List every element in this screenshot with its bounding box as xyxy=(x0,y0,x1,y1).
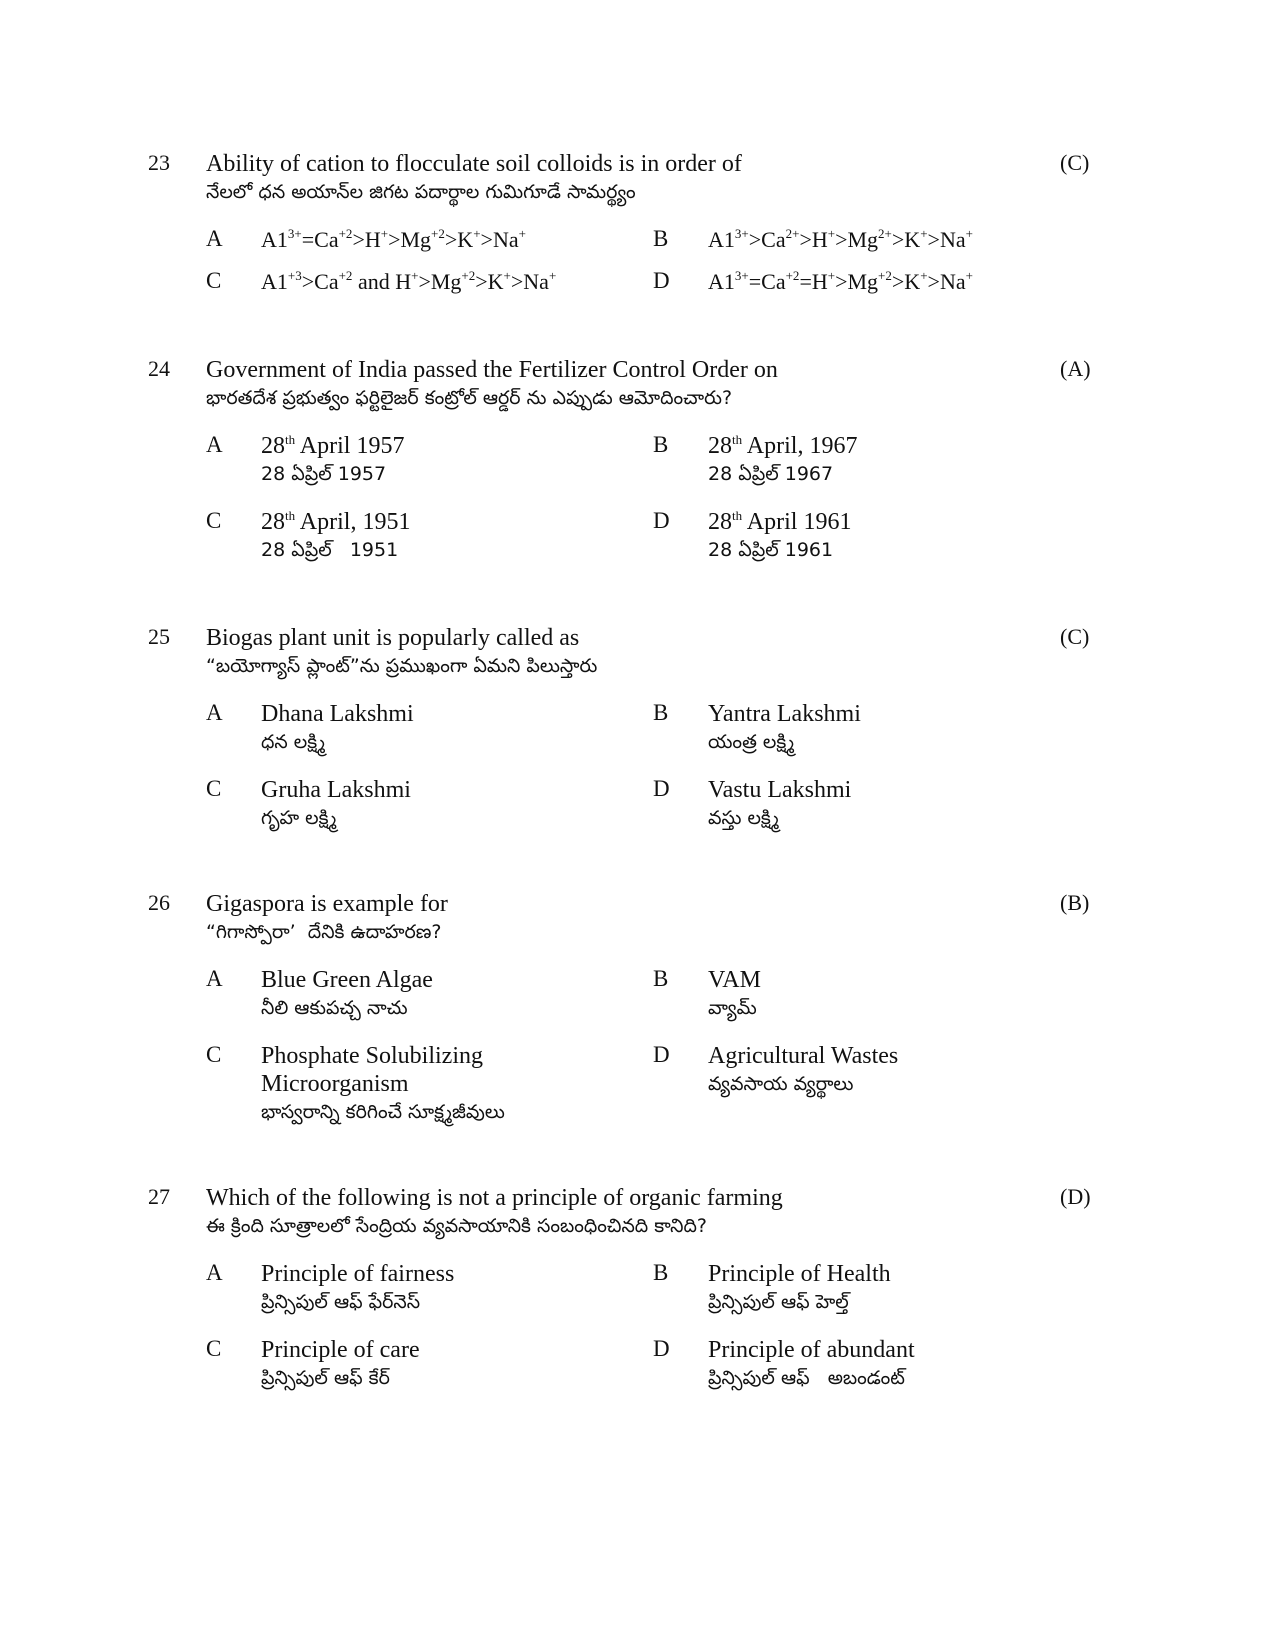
option-text xyxy=(708,776,1068,832)
question-text xyxy=(206,890,966,946)
option-text xyxy=(708,1336,1068,1392)
question-text xyxy=(206,150,966,206)
option-letter: C xyxy=(206,1336,222,1361)
option-formula: $A1^{3+}=Ca^{+2}=H^+>Mg^{+2}>K^+>Na^+$ xyxy=(708,268,973,294)
option-text-telugu: 28 ఏప్రిల్ 1951 xyxy=(261,539,399,561)
question-text-telugu: “బయోగ్యాస్ ప్లాంట్”ను ప్రముఖంగా ఏమని పిలుస్తారు xyxy=(206,655,598,677)
option-text xyxy=(261,1042,621,1126)
option-text-telugu: నీలి ఆకుపచ్చ నాచు xyxy=(261,997,408,1019)
question-text xyxy=(206,1184,966,1240)
option-text xyxy=(261,966,621,1022)
option-text-telugu: వ్యవసాయ వ్యర్థాలు xyxy=(708,1073,854,1095)
option-text-telugu: 28 ఏప్రిల్ 1961 xyxy=(708,539,834,561)
option-text xyxy=(261,700,621,756)
option-letter: A xyxy=(206,226,223,251)
option-letter: D xyxy=(653,1336,670,1361)
option-text-english: Blue Green Algae xyxy=(261,967,433,993)
question-number: 25 xyxy=(148,624,170,649)
question-text-english: Which of the following is not a principle of organic farming xyxy=(206,1185,783,1211)
option-text-english: Phosphate Solubilizing xyxy=(261,1043,483,1069)
option-letter: B xyxy=(653,226,669,251)
option-letter: C xyxy=(206,508,222,533)
option-letter: B xyxy=(653,700,669,725)
question-text-telugu: నేలలో ధన అయాన్‌ల జిగట పదార్థాల గుమిగూడే సామర్థ్యం xyxy=(206,181,636,203)
option-text-telugu: 28 ఏప్రిల్ 1957 xyxy=(261,463,387,485)
option-letter: A xyxy=(206,966,223,991)
question-text-telugu: “గిగాస్పోరా’ దేనికి ఉదాహరణ? xyxy=(206,921,442,943)
option-text-telugu: గృహ లక్ష్మి xyxy=(261,807,337,829)
option-letter: C xyxy=(206,268,222,293)
option-letter: B xyxy=(653,432,669,457)
question-text-english: Government of India passed the Fertilizer Control Order on xyxy=(206,357,778,383)
option-text-telugu: ప్రిన్సిపుల్ ఆఫ్ కేర్ xyxy=(261,1367,390,1389)
answer-key: (B) xyxy=(1060,890,1090,915)
question-number: 26 xyxy=(148,890,170,915)
option-letter: B xyxy=(653,966,669,991)
answer-key: (C) xyxy=(1060,624,1090,649)
option-formula: $A1^{3+}=Ca^{+2}>H^+>Mg^{+2}>K^+>Na^+$ xyxy=(261,226,526,252)
option-text xyxy=(708,966,1068,1022)
option-text xyxy=(708,700,1068,756)
question-text-english: Ability of cation to flocculate soil colloids is in order of xyxy=(206,151,742,177)
option-text-telugu: భాస్వరాన్ని కరిగించే సూక్ష్మజీవులు xyxy=(261,1101,505,1123)
question-number: 23 xyxy=(148,150,170,175)
option-text-english: Agricultural Wastes xyxy=(708,1043,899,1069)
option-text: 28th April, 1967 28 ఏప్రిల్ 1967 xyxy=(708,432,1068,488)
option-formula: $A1^{3+}>Ca^{2+}>H^+>Mg^{2+}>K^+>Na^+$ xyxy=(708,226,973,252)
option-text-english: Principle of care xyxy=(261,1337,420,1363)
option-text-english: Principle of Health xyxy=(708,1261,891,1287)
option-letter: D xyxy=(653,1042,670,1067)
option-letter: B xyxy=(653,1260,669,1285)
option-text: 28th April 1961 28 ఏప్రిల్ 1961 xyxy=(708,508,1068,564)
option-text-english: Principle of abundant xyxy=(708,1337,915,1363)
option-text xyxy=(261,1260,621,1316)
option-text-telugu: ప్రిన్సిపుల్ ఆఫ్ హెల్త్ xyxy=(708,1291,849,1313)
question-text-english: Gigaspora is example for xyxy=(206,891,448,917)
question-text-telugu: ఈ క్రింది సూత్రాలలో సేంద్రియ వ్యవసాయానికి సంబంధించినది కానిది? xyxy=(206,1215,707,1237)
option-text-english: Yantra Lakshmi xyxy=(708,701,861,727)
option-text xyxy=(261,776,621,832)
option-letter: D xyxy=(653,776,670,801)
option-text-english: Principle of fairness xyxy=(261,1261,455,1287)
option-text: 28th April 1957 28 ఏప్రిల్ 1957 xyxy=(261,432,621,488)
option-text-telugu: ప్రిన్సిపుల్ ఆఫ్ ఫేర్‌నెస్ xyxy=(261,1291,421,1313)
option-text-english: VAM xyxy=(708,967,761,993)
option-letter: A xyxy=(206,700,223,725)
option-text-english: Gruha Lakshmi xyxy=(261,777,411,803)
question-text xyxy=(206,624,966,680)
question-number: 24 xyxy=(148,356,170,381)
answer-key: (D) xyxy=(1060,1184,1091,1209)
option-text xyxy=(708,1042,1068,1098)
option-letter: C xyxy=(206,776,222,801)
option-text xyxy=(261,1336,621,1392)
option-text-telugu: 28 ఏప్రిల్ 1967 xyxy=(708,463,834,485)
option-letter: A xyxy=(206,432,223,457)
option-text xyxy=(708,1260,1068,1316)
option-letter: D xyxy=(653,508,670,533)
answer-key: (A) xyxy=(1060,356,1091,381)
option-text: 28th April, 1951 28 ఏప్రిల్ 1951 xyxy=(261,508,621,564)
option-text-telugu: ప్రిన్సిపుల్ ఆఫ్ అబండంట్ xyxy=(708,1367,905,1389)
option-letter: C xyxy=(206,1042,222,1067)
question-text-english: Biogas plant unit is popularly called as xyxy=(206,625,580,651)
option-text-english-line2: Microorganism xyxy=(261,1071,409,1097)
question-text-telugu: భారతదేశ ప్రభుత్వం ఫర్టిలైజర్ కంట్రోల్ ఆర్డర్ ను ఎప్పుడు ఆమోదించారు? xyxy=(206,387,733,409)
answer-key: (C) xyxy=(1060,150,1090,175)
option-text-english: Vastu Lakshmi xyxy=(708,777,852,803)
option-formula: $A1^{+3}>Ca^{+2}$ and $H^+>Mg^{+2}>K^+>Na^+$ xyxy=(261,268,557,294)
option-text-english: Dhana Lakshmi xyxy=(261,701,414,727)
option-letter: D xyxy=(653,268,670,293)
question-number: 27 xyxy=(148,1184,170,1209)
option-text-telugu: వ్యామ్ xyxy=(708,997,757,1019)
option-text-telugu: ధన లక్ష్మి xyxy=(261,731,326,753)
option-text-telugu: యంత్ర లక్ష్మి xyxy=(708,731,795,753)
option-letter: A xyxy=(206,1260,223,1285)
question-text xyxy=(206,356,966,412)
option-text-telugu: వస్తు లక్ష్మి xyxy=(708,807,779,829)
